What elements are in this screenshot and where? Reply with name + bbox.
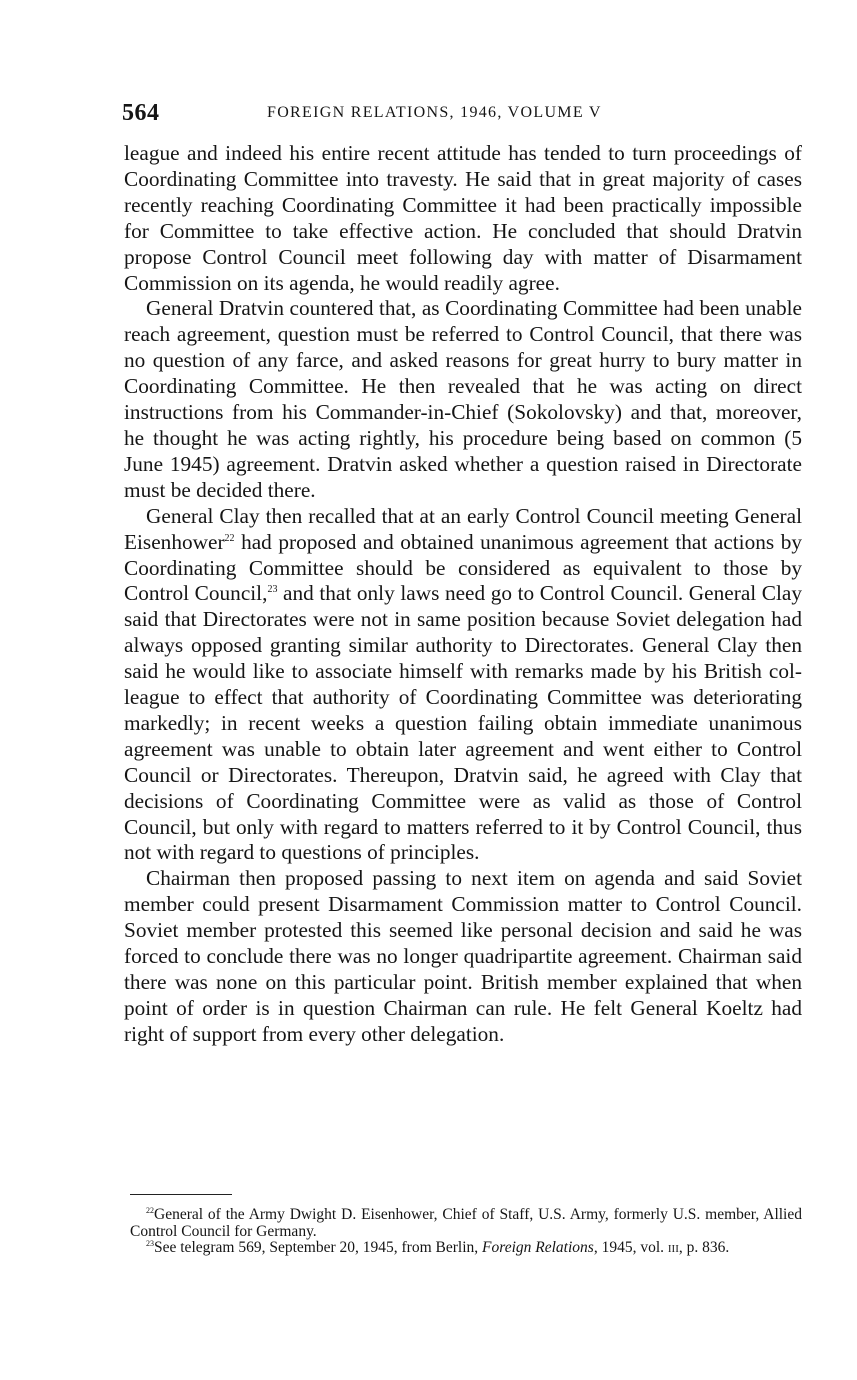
footnote-ref-22[interactable]: 22 [224,532,235,544]
paragraph-3-part-b: had proposed and obtained unanimous agreement that actions by Coordinating Committee should be considered as equivalent to those by Control Council, [124,529,802,606]
paragraph-1: league and indeed his entire recent attitude has tended to turn proceedings of Coordinating Committee into travesty. He said that in great majority of cases recently reaching Coordinating Committee it had been practically impossible for Committee to take effective action. He concluded that should Dratvin propose Control Council meet following day with matter of Disarmament Commission on its agenda, he would readily agree. [124,141,802,295]
footnote-23-text-b: , 1945, vol. [593,1239,668,1256]
footnote-23-mark: 23 [146,1239,154,1248]
page-header [122,100,802,130]
footnote-23-title: Foreign Relations [482,1239,594,1256]
footnote-23 [130,1240,802,1257]
footnote-ref-23[interactable]: 23 [267,584,278,596]
paragraph-4: Chairman then proposed passing to next item on agenda and said Soviet member could present Disarmament Commission matter to Control Council. Soviet member protested this seemed like personal decision and said he was forced to conclude there was no longer quadripartite agreement. Chairman said there was none on this particular point. British member explained that when point of order is in question Chairman can rule. He felt General Koeltz had right of support from every other delegation. [124,866,802,1046]
paragraph-3-part-c: and that only laws need go to Control Council. General Clay said that Directorates were not in same position because Soviet delegation had always opposed granting similar authority to Directorates. General Clay then said he would like to associate himself with remarks made by his British colleague to effect that authority of Coordinating Committee was deteriorating markedly; in recent weeks a question failing obtain immediate unanimous agreement was unable to obtain later agreement and went either to Control Council or Directorates. Thereupon, Dratvin said, he agreed with Clay that decisions of Coordinating Committee were as valid as those of Control Council, but only with regard to matters referred to it by Control Council, thus not with regard to questions of principles. [124,581,803,865]
running-head: FOREIGN RELATIONS, 1946, VOLUME V [267,104,602,121]
paragraph-2: General Dratvin countered that, as Coordinating Committee had been unable reach agreement, question must be referred to Control Council, that there was no question of any farce, and asked reasons for great hurry to bury matter in Coordinating Committee. He then revealed that he was acting on direct instructions from his Commander-in-Chief (Sokolovsky) and that, moreover, he thought he was acting rightly, his procedure being based on common (5 June 1945) agreement. Dratvin asked whether a question raised in Directorate must be decided there. [124,296,802,502]
paragraph-3 [124,504,802,867]
footnote-22-text: General of the Army Dwight D. Eisenhower, Chief of Staff, U.S. Army, formerly U.S. member, Allied Control Council for Germany. [130,1206,802,1240]
page-number: 564 [122,100,160,126]
footnote-22 [130,1207,802,1240]
body-text [124,141,802,1048]
footnote-divider [130,1194,232,1195]
footnote-22-mark: 22 [146,1206,154,1215]
footnote-23-text-a: See telegram 569, September 20, 1945, from Berlin, [154,1239,483,1256]
footnote-23-volume: iii [667,1239,679,1256]
paragraph-3-part-a: General Clay then recalled that at an early Control Council meeting General Eisenhower [124,503,802,554]
footnotes [130,1207,802,1257]
footnote-23-text-c: , p. 836. [678,1239,730,1256]
